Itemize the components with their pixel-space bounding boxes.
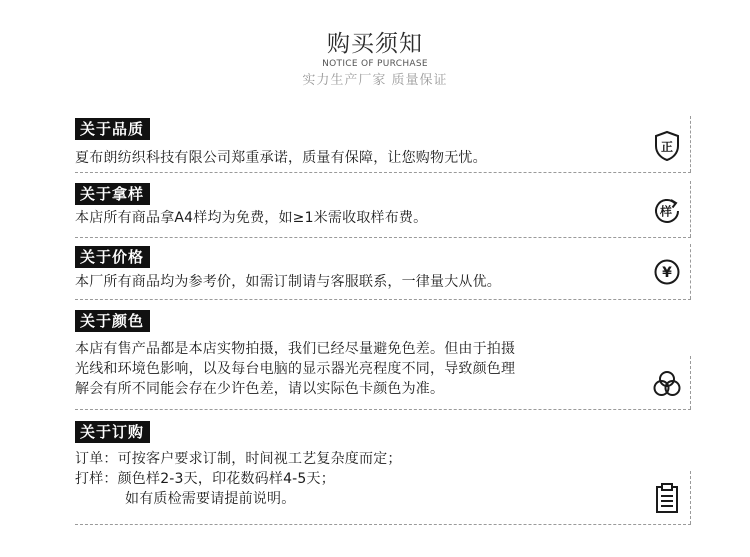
section-line: 夏布朗纺织科技有限公司郑重承诺，质量有保障，让您购物无忧。: [75, 150, 487, 166]
section-line: 本店所有商品拿A4样均为免费，如≥1米需收取样布费。: [75, 210, 428, 226]
page-subtitle-cn: 实力生产厂家 质量保证: [302, 73, 448, 88]
page-title: 购买须知: [327, 31, 423, 57]
svg-text:正: 正: [660, 140, 674, 154]
clipboard-icon: [643, 476, 691, 520]
section-line: 本店有售产品都是本店实物拍摄，我们已经尽量避免色差。但由于拍摄: [75, 341, 516, 357]
section-quality: [75, 116, 691, 173]
sample-refresh-icon: [643, 189, 691, 233]
section-body: [75, 339, 515, 399]
section-price: [75, 244, 691, 300]
section-body: [75, 449, 402, 509]
section-label: 关于颜色: [75, 310, 150, 332]
page-subtitle-en: NOTICE OF PURCHASE: [322, 59, 428, 69]
section-label: 关于品质: [75, 118, 150, 140]
section-color: [75, 308, 691, 410]
svg-text:样: 样: [659, 204, 673, 219]
section-body: [75, 148, 487, 168]
section-line: 本厂所有商品均为参考价，如需订制请与客服联系，一律量大从优。: [75, 274, 501, 290]
section-label: 关于价格: [75, 246, 150, 268]
section-line: 打样：颜色样2-3天，印花数码样4-5天；: [75, 471, 335, 487]
section-line: 解会有所不同能会存在少许色差，请以实际色卡颜色为准。: [75, 381, 445, 397]
svg-text:¥: ¥: [662, 265, 672, 281]
section-samples: [75, 181, 691, 238]
yen-icon: [643, 250, 691, 294]
section-line: 光线和环境色影响，以及每台电脑的显示器光亮程度不同，导致颜色理: [75, 361, 516, 377]
shield-icon: [643, 124, 691, 168]
color-circles-icon: [643, 362, 691, 406]
section-body: [75, 272, 501, 292]
section-label: 关于拿样: [75, 183, 150, 205]
section-ordering: [75, 419, 691, 525]
section-body: [75, 208, 427, 228]
section-label: 关于订购: [75, 421, 150, 443]
section-line: 订单：可按客户要求订制，时间视工艺复杂度而定；: [75, 451, 402, 467]
section-line: 如有质检需要请提前说明。: [125, 491, 296, 507]
